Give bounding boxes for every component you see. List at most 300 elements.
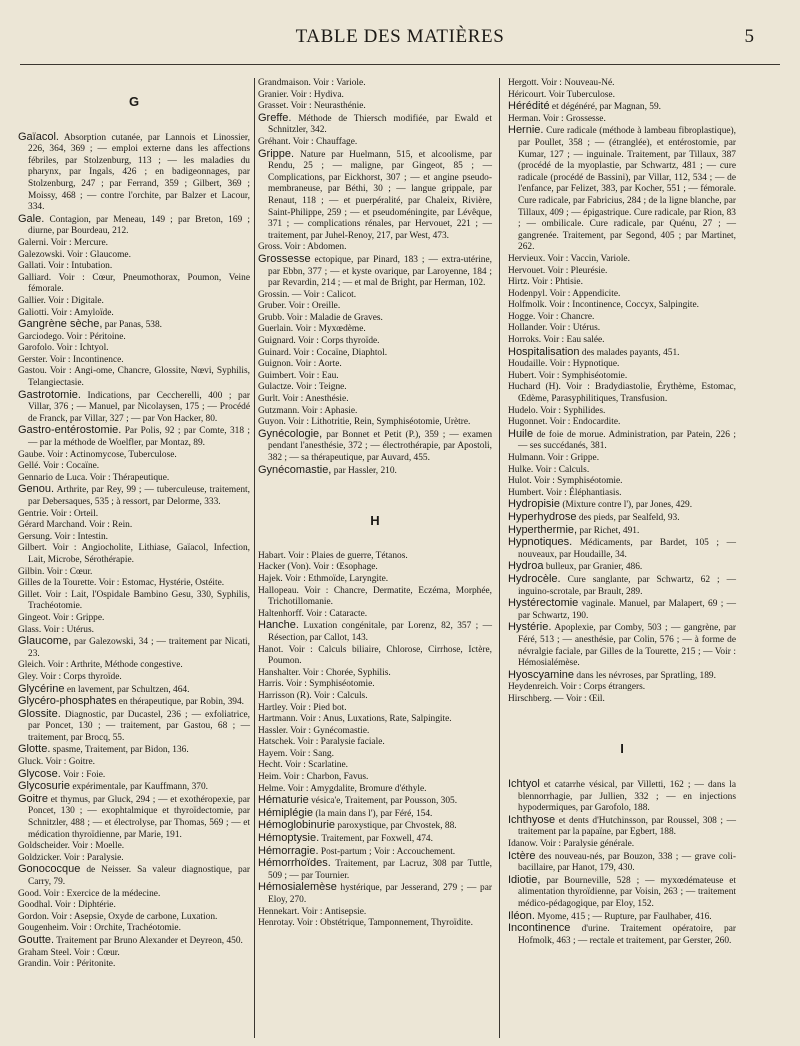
entry-text: Gaube. Voir : Actinomycose, Tuberculose. [18,449,177,460]
index-entry [18,543,250,566]
entry-text: Gougenheim. Voir : Orchite, Trachéotomie. [18,923,181,934]
entry-text: Indications, par Ceccherelli, 400 ; par Villar, 376 ; — Manuel, par Nicolaysen, 175 ; — Procédé de Franck, par Villar, 327 ; — par Von Hacker, 80. [28,390,251,424]
entry-text: Henrotay. Voir : Obstétrique, Tamponnement, Thyroïdite. [258,918,473,929]
entry-heading: Grossesse [258,252,311,265]
entry-text: (Mixture contre l'), par Jones, 429. [562,500,693,511]
entry-heading: Hypnotiques. [508,536,573,549]
index-entry [18,532,250,544]
index-entry [18,613,250,625]
entry-text: Hirtz. Voir : Phtisie. [508,277,583,288]
index-entry [508,101,736,114]
entry-text: et dents d'Hutchinsson, par Roussel, 308 ; — traitement par la papaïne, par Egbert, 188. [518,815,736,838]
index-entry [258,726,492,738]
entry-text: Humbert. Voir : Éléphantiasis. [508,487,622,498]
index-entry [258,90,492,102]
index-entry [18,390,250,426]
entry-heading: Hanche. [258,619,299,632]
index-entry [18,332,250,344]
entry-text: bulleux, par Granier, 486. [545,562,643,573]
entry-text: par Bonnet et Petit (P.), 359 ; — examen pendant l'anesthésie, 372 ; — électrothérapie, par Apostoli, 382 ; — sa thérapeutique, par Auvard, 455. [268,429,493,463]
index-entry [508,429,736,453]
entry-text: Galerni. Voir : Mercure. [18,237,108,248]
entry-text: de foie de morue. Administration, par Patein, 226 ; — ses succédanés, 381. [518,429,736,452]
entry-text: Guimbert. Voir : Eau. [258,370,339,381]
index-entry [508,476,736,488]
index-column-3 [508,78,736,947]
entry-heading: Hémiplégie [258,806,314,819]
entry-text: Hervieux. Voir : Vaccin, Variole. [508,253,630,264]
index-entry [18,509,250,521]
index-entry [18,636,250,660]
index-entry [18,366,250,389]
index-column-1 [18,78,250,971]
index-entry [18,425,250,449]
entry-heading: Hydroa [508,560,544,573]
index-entry [18,450,250,462]
entry-text: Galiotti. Voir : Amyloïde. [18,307,114,318]
entry-text: Myome, 415 ; — Rupture, par Faulhaber, 416. [537,911,712,922]
index-entry [508,839,736,851]
index-entry [258,620,492,644]
index-entry [508,300,736,312]
entry-text: Diagnostic, par Ducastel, 236 ; — exfoliatrice, par Poncet, 130 ; — traitement, par Gastou, 68 ; — traitement, par Brocq, 55. [28,709,250,743]
index-entry [508,923,736,947]
index-entry [258,586,492,609]
page-number: 5 [744,26,754,47]
index-entry [258,78,492,90]
entry-text: Goodhal. Voir : Diphtérie. [18,900,116,911]
entry-text: Luxation congénitale, par Lorenz, 82, 357 ; — Résection, par Callot, 143. [268,621,492,643]
entry-text: Herman. Voir : Grossesse. [508,113,606,124]
entry-text: Hervouet. Voir : Pleurésie. [508,265,608,276]
entry-text: Huchard (H). Voir : Bradydiastolie, Érythème, Estomac, Œdème, Parasyphilitiques, Transfusion. [508,382,736,405]
index-entry [258,290,492,302]
index-entry [258,371,492,383]
index-entry [18,578,250,590]
entry-text: Nature par Huelmann, 515, et alcoolisme, par Rendu, 25 ; — maligne, par Gingeot, 85 ; — Complications, par Eickhorst, 307 ; — et angine pseudo-membraneuse, par Béthi, 30 ; — langue grippale, par Renaut, 118 ; — et puerpéralité, par Chaleix, Rivière, Saint-Philippe, 259 ; — et pseudoméningite, par Lévêque, 371 ; — complications rénales, par Hervouet, 221 ; — traitement, par Juhel-Renoy, 217, par West, 473. [268,149,492,241]
entry-text: Cure sanglante, par Schwartz, 62 ; — inguino-scrotale, par Brault, 289. [518,574,736,597]
entry-text: Grandin. Voir : Péritonite. [18,959,116,970]
index-entry [18,889,250,901]
entry-heading: Gastrotomie. [18,388,81,401]
index-entry [508,682,736,694]
entry-heading: Hospitalisation [508,345,580,358]
entry-text: Gleich. Voir : Arthrite, Méthode congestive. [18,660,183,671]
index-entry [508,289,736,301]
index-entry [18,238,250,250]
entry-text: Méthode de Thiersch modifiée, par Ewald et Schnitzler, 342. [268,113,493,136]
entry-text: hystérique, par Jesserand, 279 ; — par Eloy, 270. [268,883,492,905]
index-entry [18,214,250,238]
entry-heading: Huile [508,427,534,440]
entry-heading: Gaïacol. [18,130,59,143]
entry-heading: Glossite. [18,707,61,720]
index-entry [258,749,492,761]
entry-heading: Grippe. [258,147,295,160]
entry-text: vaginale. Manuel, par Malapert, 69 ; — par Schwartz, 190. [518,599,737,621]
index-entry [18,948,250,960]
entry-text: vésica'e, Traitement, par Pousson, 305. [311,796,458,807]
entry-text: Gross. Voir : Abdomen. [258,242,347,253]
entry-text: Grossin. — Voir : Calicot. [258,289,357,300]
entry-heading: Hydropisie [508,498,560,511]
index-entry [18,567,250,579]
entry-text: Gentrie. Voir : Orteil. [18,508,99,519]
entry-text: Garofolo. Voir : Ichtyol. [18,343,109,354]
entry-text: Voir : Foie. [62,769,106,780]
entry-text: Par Polis, 92 ; par Comte, 318 ; — par la méthode de Woelfler, par Montaz, 89. [28,426,250,449]
entry-text: Hirschberg. — Voir : Œil. [508,693,605,704]
entry-text: Hudelo. Voir : Syphilides. [508,405,606,416]
entry-text: Hodenpyl. Voir : Appendicite. [508,288,621,299]
entry-text: Hassler. Voir : Gynécomastie. [258,725,370,736]
entry-heading: Gonococque [18,863,81,876]
index-entry [508,359,736,371]
page-header [0,0,800,60]
index-entry [508,537,736,561]
section-letter: G [128,94,140,109]
entry-heading: Ichthyose [508,813,556,826]
index-entry [18,660,250,672]
entry-text: par Hassler, 210. [333,465,397,476]
entry-heading: Hématurie [258,794,309,807]
entry-text: Horroks. Voir : Eau salée. [508,335,605,346]
entry-text: Hergott. Voir : Nouveau-Né. [508,78,615,88]
entry-text: Gerster. Voir : Incontinence. [18,354,124,365]
index-entry [258,406,492,418]
entry-text: dans les névroses, par Spratling, 189. [576,670,716,681]
entry-text: Guyon. Voir : Lithotritie, Rein, Symphiséotomie, Urètre. [258,417,471,428]
index-entry [258,760,492,772]
index-entry [258,336,492,348]
entry-heading: Glycose. [18,767,61,780]
index-entry [18,935,250,948]
entry-text: et catarrhe vésical, par Villetti, 162 ; — dans la blennorrhagie, par Jullien, 332 ; — en injections hypodermiques, par Garofolo, 188. [518,780,737,814]
entry-text: Haltenhorff. Voir : Cataracte. [258,608,368,619]
entry-text: Gruber. Voir : Oreille. [258,301,341,312]
entry-text: en lavement, par Schultzen, 464. [66,684,190,695]
index-entry [258,254,492,290]
index-entry [258,679,492,691]
entry-text: expérimentale, par Kauffmann, 370. [72,782,209,793]
index-entry [258,691,492,703]
entry-heading: Hérédité [508,100,550,113]
entry-text: Gallier. Voir : Digitale. [18,295,104,306]
index-entry [258,714,492,726]
entry-text: paroxystique, par Chvostek, 88. [337,821,457,832]
index-entry [258,562,492,574]
entry-text: Gilbin. Voir : Cœur. [18,566,93,577]
entry-heading: Gale. [18,212,45,225]
entry-heading: Ictère [508,849,536,862]
entry-text: Grasset. Voir : Neurasthénie. [258,101,366,112]
column-divider [499,78,500,1038]
index-entry [508,323,736,335]
index-entry [508,254,736,266]
entry-text: Hajek. Voir : Ethmoïde, Laryngite. [258,573,389,584]
entry-text: Traitement, par Lacruz, 308 par Tuttle, 509 ; — par Tournier. [268,859,492,881]
entry-text: Traitement par Bruno Alexander et Deyreon, 450. [56,935,243,946]
index-entry [258,113,492,137]
index-entry [18,744,250,757]
entry-heading: Hémorrhoïdes. [258,857,331,870]
entry-text: Galliard. Voir : Cœur, Pneumothorax, Poumon, Veine fémorale. [18,272,250,295]
entry-text: des nouveau-nés, par Bouzon, 338 ; — grave coli-bacillaire, par Hanot, 179, 430. [518,851,736,874]
entry-heading: Gangrène sèche, [18,318,103,331]
entry-text: et dégénéré, par Magnan, 59. [551,102,661,113]
entry-heading: Iléon. [508,909,535,922]
index-entry [258,465,492,478]
entry-text: Habart. Voir : Plaies de guerre, Tétanos. [258,550,408,561]
entry-text: Garciodego. Voir : Péritoine. [18,331,126,342]
index-entry [258,551,492,563]
index-entry [18,841,250,853]
column-divider [254,78,255,1038]
entry-text: Harrisson (R). Voir : Calculs. [258,690,368,701]
entry-text: en thérapeutique, par Robin, 394. [118,697,245,708]
entry-text: Goldscheider. Voir : Moelle. [18,841,125,852]
index-entry [508,694,736,706]
index-entry [258,645,492,668]
entry-heading: Hystérectomie [508,597,579,610]
entry-heading: Gynécomastie, [258,463,332,476]
index-entry [258,429,492,465]
entry-heading: Hémoptysie. [258,832,320,845]
entry-text: Grandmaison. Voir : Variole. [258,78,366,88]
index-entry [18,900,250,912]
entry-text: de Neisser. Sa valeur diagnostique, par Carry, 79. [28,865,250,887]
entry-text: Héricourt. Voir Tuberculose. [508,89,615,100]
index-entry [508,417,736,429]
index-entry [258,394,492,406]
entry-text: Grubb. Voir : Maladie de Graves. [258,312,383,323]
entry-text: Gellé. Voir : Cocaïne. [18,461,100,472]
index-entry [18,864,250,888]
index-entry [508,453,736,465]
entry-text: Gulactze. Voir : Teigne. [258,382,347,393]
index-entry [258,313,492,325]
entry-text: Cure radicale (méthode à lambeau fibroplastique), par Poullet, 358 ; — (étranglée), et entérostomie, par Kumar, 127 ; — inguinale. Traitement, par Tillaux, 387 (procédé de la myoplastie, par Schwartz, 481 ; — cure radicale (procédé de Bassini), par Villar, 112, 534 ; — de l'enfance, par Felizet, 383, par Kocher, 551 ; — fémorale. Cure radicale, par Fabricius, 284 ; de la ligne blanche, par Tillaux, 409 ; — épigastrique. Cure radicale, par Rion, 83 ; — ombilicale. Cure radicale, par Quénu, 27 ; — gangrenée. Traitement, par Segond, 405 ; par Martinet, 262. [518,126,737,253]
entry-text: Gérard Marchand. Voir : Rein. [18,520,133,531]
entry-text: Gastou. Voir : Angi-ome, Chancre, Glossite, Nœvi, Syphilis, Telangiectasie. [18,366,250,389]
entry-text: Hulot. Voir : Symphiséotomie. [508,476,623,487]
index-entry [18,794,250,841]
index-entry [508,622,736,669]
entry-text: Hanshalter. Voir : Chorée, Syphilis. [258,667,391,678]
index-entry [258,101,492,113]
index-entry [18,273,250,296]
running-title: TABLE DES MATIÈRES [295,26,505,47]
entry-text: spasme, Traitement, par Bidon, 136. [52,745,189,756]
entry-text: Contagion, par Meneau, 149 ; par Breton, 169 ; diurne, par Bourdeau, 212. [28,214,251,237]
entry-text: par Richet, 491. [579,525,640,536]
index-entry [508,312,736,324]
entry-heading: Hémorragie. [258,844,319,857]
entry-text: Heim. Voir : Charbon, Favus. [258,772,369,783]
entry-text: Glass. Voir : Utérus. [18,624,94,635]
index-entry [508,78,736,90]
index-entry [508,371,736,383]
index-entry [258,301,492,313]
entry-text: Gluck. Voir : Goitre. [18,757,95,768]
index-entry [258,382,492,394]
index-entry [258,907,492,919]
entry-text: Goldzicker. Voir : Paralysie. [18,852,124,863]
entry-text: Gingeot. Voir : Grippe. [18,612,105,623]
entry-text: par Bourneville, 528 ; — myxœdémateuse et alimentation thyroïdienne, par Voisin, 263 ; — traitement médico-pédagogique, par Eloy, 152. [518,875,737,909]
index-entry [18,261,250,273]
entry-text: (la main dans l'), par Féré, 154. [315,808,433,819]
entry-text: Gurlt. Voir : Anesthésie. [258,394,349,405]
entry-text: Gennario de Luca. Voir : Thérapeutique. [18,472,170,483]
entry-text: Holfmolk. Voir : Incontinence, Coccyx, Salpingite. [508,300,700,311]
index-entry [508,277,736,289]
entry-text: Hogge. Voir : Chancre. [508,311,595,322]
index-entry [258,149,492,243]
entry-text: Apoplexie, par Comby, 503 ; — gangrène, par Féré, 513 ; — anesthésie, par Colin, 576 ; — à forme de névralgie faciale, par Gilles de la Tourette, 215 ; — Voir : Hémosialémèse. [518,623,737,669]
index-entry [508,382,736,405]
index-entry [258,858,492,882]
header-rule [20,64,780,65]
entry-text: Gersung. Voir : Intestin. [18,531,109,542]
index-entry [508,598,736,622]
entry-text: Hulmann. Voir : Grippe. [508,453,600,463]
entry-text: Gordon. Voir : Asepsie, Oxyde de carbone, Luxation. [18,911,218,922]
entry-heading: Greffe. [258,111,292,124]
entry-text: des pieds, par Sealfeld, 93. [578,512,680,523]
entry-text: et thymus, par Gluck, 294 ; — et exothéropexie, par Poncet, 130 ; — exophtalmique et thyroïdectomie, par Schnitzler, 488 ; — et électrolyse, par Thomas, 569 ; — et médication thyroïdienne, par Marie, 191. [28,794,251,840]
entry-text: des malades payants, 451. [581,347,680,358]
index-entry [508,779,736,815]
entry-text: Hugonnet. Voir : Endocardite. [508,417,621,428]
entry-text: d'urine. Traitement opératoire, par Hofmolk, 463 ; — rectale et traitement, par Gerster, 260. [518,924,736,946]
entry-text: Gilbert. Voir : Angiocholite, Lithiase, Gaïacol, Infection, Lait, Microbe, Sérothérapie. [18,543,250,565]
index-entry [508,465,736,477]
entry-text: Gilles de la Tourette. Voir : Estomac, Hystérie, Ostéite. [18,578,225,589]
index-entry [18,461,250,473]
entry-text: Gréhant. Voir : Chauffage. [258,136,358,147]
entry-heading: Glycéro-phosphates [18,695,117,708]
index-entry [508,266,736,278]
index-entry [508,574,736,598]
index-entry [18,912,250,924]
entry-text: Médicaments, par Bardet, 105 ; — nouveaux, par Houdaille, 34. [518,538,737,560]
entry-heading: Glotte. [18,743,51,756]
index-entry [18,319,250,332]
entry-heading: Glaucome, [18,635,72,648]
entry-heading: Gastro-entérostomie. [18,424,122,437]
entry-heading: Hémosialemèse [258,881,337,894]
entry-text: Guignon. Voir : Aorte. [258,359,342,370]
index-entry [258,737,492,749]
entry-text: Guinard. Voir : Cocaïne, Diaphtol. [258,347,388,358]
entry-heading: Hystérie. [508,621,552,634]
entry-text: Hacker (Von). Voir : Œsophage. [258,562,378,573]
entry-text: Hecht. Voir : Scarlatine. [258,760,348,771]
entry-text: Galezowski. Voir : Glaucome. [18,249,131,260]
entry-text: Hallopeau. Voir : Chancre, Dermatite, Eczéma, Morphée, Trichotillomanie. [258,585,492,608]
index-entry [18,296,250,308]
entry-text: Post-partum ; Voir : Accouchement. [320,846,456,857]
entry-text: par Galezowski, 34 ; — traitement par Nicati, 23. [28,637,251,659]
entry-heading: Hyoscyamine [508,668,575,681]
entry-text: Houdaille. Voir : Hypnotique. [508,359,620,370]
entry-heading: Goutte. [18,933,55,946]
entry-text: Granier. Voir : Hydiva. [258,89,344,100]
entry-heading: Glycérine [18,682,65,695]
entry-text: Hennekart. Voir : Antisepsie. [258,906,367,917]
index-entry [258,703,492,715]
index-entry [258,918,492,930]
entry-text: Guerlain. Voir : Myxœdème. [258,324,366,335]
section-letter: H [370,513,380,529]
entry-text: Gley. Voir : Corps thyroïde. [18,671,122,682]
entry-text: Absorption cutanée, par Lannois et Linossier, 226, 364, 369 ; — emploi externe dans les affections fébriles, par Stolzenburg, 113 ; — les maladies du pharynx, par Ingals, 426 ; en badigeonnages, par Stolzenburg, 247 ; par Ferrand, 359 ; Gilbert, 369 ; Moissy, 468 ; — contre l'orchite, par Balzer et Lacour, 334. [28,132,250,213]
index-entry [508,347,736,360]
entry-text: Hollander. Voir : Utérus. [508,323,601,334]
index-entry [508,875,736,911]
entry-text: Arthrite, par Rey, 99 ; — tuberculeuse, traitement, par Debersaques, 535 ; à ressort, par Delorme, 333. [28,485,251,507]
entry-text: Harris. Voir : Symphiséotomie. [258,679,375,690]
section-letter: I [620,741,624,757]
index-column-2 [258,78,492,930]
entry-heading: Hydrocèle. [508,572,561,585]
entry-heading: Hémoglobinurie [258,819,336,832]
index-entry [18,250,250,262]
index-entry [18,355,250,367]
entry-heading: Glycosurie [18,780,70,793]
entry-heading: Idiotie, [508,873,541,886]
index-entry [258,359,492,371]
entry-text: ectopique, par Pinard, 183 ; — extra-utérine, par Ebbn, 377 ; — et kyste ovarique, par Laroyenne, 184 ; par Revardin, 214 ; — et mal de Bright, par Herman, 102. [268,254,492,289]
entry-heading: Incontinence [508,922,571,935]
entry-text: Hanot. Voir : Calculs biliaire, Chlorose, Cirrhose, Ictère, Poumon. [258,644,492,667]
index-entry [508,815,736,839]
index-entry [258,348,492,360]
entry-text: Gutzmann. Voir : Aphasie. [258,405,358,416]
index-entry [508,406,736,418]
entry-text: Gillet. Voir : Lait, l'Ospidale Bambino Gesu, 330, Syphilis, Trachéotomie. [18,589,250,612]
entry-heading: Hyperhydrose [508,510,577,523]
entry-text: par Panas, 538. [104,320,163,331]
index-entry [508,125,736,254]
index-entry [508,670,736,683]
index-entry [258,882,492,906]
entry-text: Idanow. Voir : Paralysie générale. [508,839,635,850]
entry-text: Hatschek. Voir : Paralysie faciale. [258,737,385,748]
index-entry [18,520,250,532]
index-entry [18,484,250,508]
entry-text: Hulke. Voir : Calculs. [508,464,590,475]
index-entry [18,590,250,613]
entry-text: Traitement, par Foxwell, 474. [321,834,433,845]
index-entry [258,324,492,336]
index-entry [18,781,250,794]
index-entry [258,772,492,784]
entry-text: Hayem. Voir : Sang. [258,748,334,759]
entry-text: Graham Steel. Voir : Cœur. [18,947,120,958]
entry-heading: Ichtyol [508,778,540,791]
index-entry [258,668,492,680]
entry-text: Heydenreich. Voir : Corps étrangers. [508,682,646,693]
entry-heading: Goitre [18,792,48,805]
entry-text: Helme. Voir : Amygdalite, Bromure d'éthyle. [258,783,427,794]
index-entry [18,709,250,745]
index-entry [508,851,736,875]
index-entry [18,132,250,214]
entry-text: Hartley. Voir : Pied bot. [258,702,347,713]
entry-text: Hartmann. Voir : Anus, Luxations, Rate, Salpingite. [258,714,452,725]
